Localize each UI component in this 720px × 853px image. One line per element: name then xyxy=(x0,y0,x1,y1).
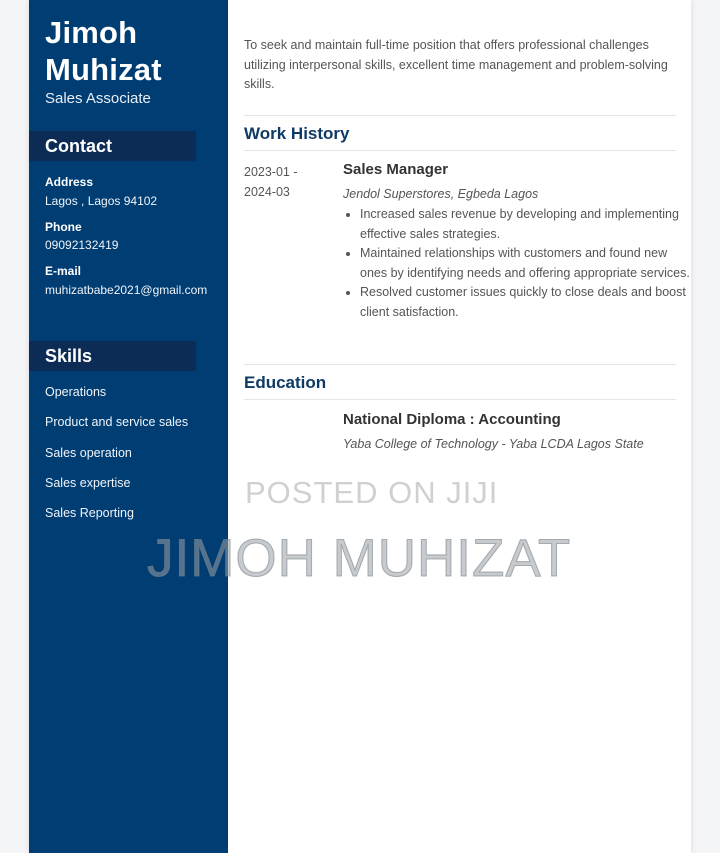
job-company: Jendol Superstores, Egbeda Lagos xyxy=(343,187,539,201)
skills-heading: Skills xyxy=(29,341,196,371)
watermark-name: JIMOH MUHIZAT xyxy=(147,529,572,588)
candidate-title: Sales Associate xyxy=(45,90,151,107)
education-degree: National Diploma : Accounting xyxy=(343,411,561,428)
skill-item: Sales operation xyxy=(45,446,132,460)
skill-item: Sales Reporting xyxy=(45,506,134,520)
email-value: muhizatbabe2021@gmail.com xyxy=(45,283,208,297)
sidebar xyxy=(29,0,228,853)
resume-page xyxy=(29,0,691,853)
candidate-name: Jimoh Muhizat xyxy=(45,15,162,87)
job-bullets xyxy=(343,205,691,322)
address-label: Address xyxy=(45,175,94,189)
job-bullet: • Resolved customer issues quickly to close deals and boost client satisfaction. xyxy=(360,283,691,322)
job-bullet: • Maintained relationships with customers and found new ones by identifying needs and offering appropriate services. xyxy=(360,244,691,283)
contact-heading: Contact xyxy=(29,131,196,161)
skill-item: Operations xyxy=(45,385,107,399)
email-label: E-mail xyxy=(45,264,82,278)
skill-item: Sales expertise xyxy=(45,476,131,490)
education-school: Yaba College of Technology - Yaba LCDA Lagos State xyxy=(343,437,644,451)
job-dates: 2023-01 - 2024-03 xyxy=(244,165,298,199)
work-history-heading: Work History xyxy=(244,115,676,151)
watermark-posted: POSTED ON JIJI xyxy=(245,475,499,510)
education-heading: Education xyxy=(244,364,676,400)
skill-item: Product and service sales xyxy=(45,415,189,429)
job-title: Sales Manager xyxy=(343,161,449,178)
phone-label: Phone xyxy=(45,220,82,234)
phone-value: 09092132419 xyxy=(45,238,119,252)
job-bullet: • Increased sales revenue by developing and implementing effective sales strategies. xyxy=(360,205,691,244)
address-value: Lagos , Lagos 94102 xyxy=(45,194,158,208)
summary-text: To seek and maintain full-time position that offers professional challenges utilizing interpersonal skills, excellent time management and problem-solving skills. xyxy=(244,38,668,91)
